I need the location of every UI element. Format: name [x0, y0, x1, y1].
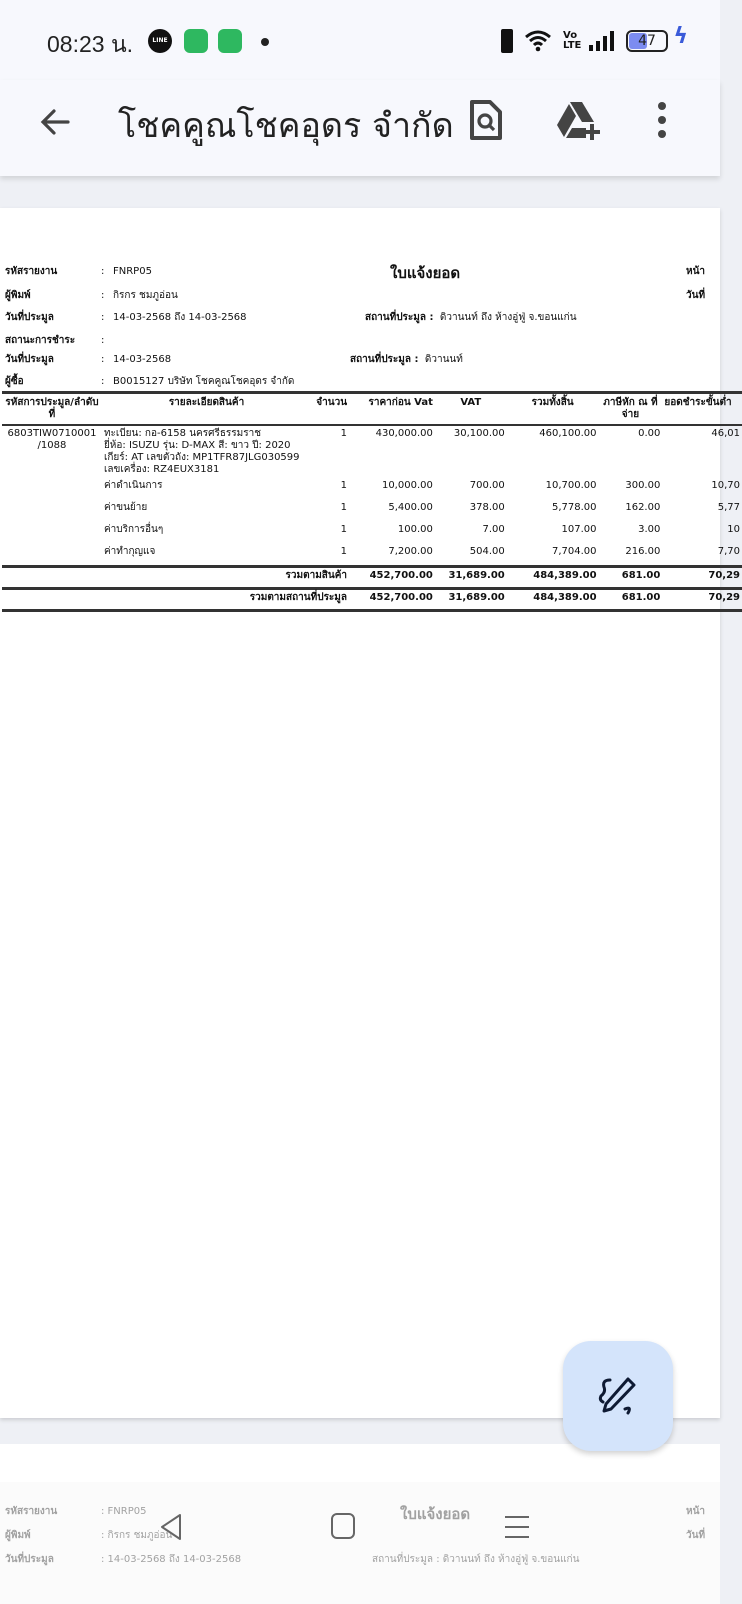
- fee-description: ค่าบริการอื่นๆ: [103, 524, 164, 535]
- vat: 7.00: [482, 524, 505, 535]
- quantity: 1: [340, 502, 348, 513]
- shopping-icon: [218, 29, 242, 53]
- pre-vat: 5,400.00: [388, 502, 433, 513]
- search-document-icon: [468, 98, 504, 142]
- signal-icon: [589, 31, 614, 51]
- system-nav-bar: [0, 1500, 720, 1604]
- battery-level: 47: [638, 33, 656, 49]
- messages-icon: [184, 29, 208, 53]
- battery-icon: [626, 24, 688, 52]
- add-to-drive-button[interactable]: [556, 98, 602, 142]
- min-payment: 10: [727, 524, 740, 535]
- total-by-item-row: [2, 566, 742, 588]
- withholding-tax: 3.00: [638, 524, 661, 535]
- col-quantity: จำนวน: [311, 393, 349, 426]
- date-label: วันที่: [686, 290, 706, 301]
- wifi-icon: [525, 30, 551, 52]
- field-auction-date-range: วันที่ประมูล : 14-03-2568 ถึง 14-03-2568: [5, 312, 247, 323]
- col-min-payment: ยอดชำระขั้นต่ำ: [662, 393, 742, 426]
- dot-icon: [261, 38, 269, 46]
- field-payment-status: สถานะการชำระ :: [5, 335, 105, 346]
- annotate-button[interactable]: [563, 1341, 673, 1451]
- vat: 31,689.00: [435, 566, 507, 588]
- total: 7,704.00: [552, 546, 597, 557]
- field-auction-date: วันที่ประมูล : 14-03-2568: [5, 354, 172, 365]
- withholding-tax: 0.00: [638, 428, 661, 439]
- withholding-tax: 216.00: [625, 546, 661, 557]
- min-payment: 5,77: [717, 502, 740, 513]
- total: 484,389.00: [507, 566, 599, 588]
- vat: 31,689.00: [435, 588, 507, 610]
- document-page: [0, 208, 740, 1418]
- min-payment: 46,01: [711, 428, 740, 439]
- field-buyer: ผู้ซื้อ : B0015127 บริษัท โชคคูณโชคอุดร จำกัด: [5, 376, 295, 387]
- edit-annotate-icon: [598, 1376, 638, 1416]
- vibrate-icon: [501, 29, 513, 53]
- col-withholding-tax: ภาษีหัก ณ ที่จ่าย: [599, 393, 663, 426]
- more-vert-icon: [650, 98, 674, 142]
- total-label: รวมตามสถานที่ประมูล: [2, 588, 349, 610]
- total: 107.00: [561, 524, 597, 535]
- table-row: [2, 425, 742, 478]
- status-time: 08:23 น.: [47, 31, 134, 57]
- fee-description: ค่าขนย้าย: [103, 502, 148, 513]
- app-bar: [0, 80, 720, 176]
- statement-table: [2, 391, 742, 612]
- status-icons: [501, 24, 688, 56]
- auction-code: 6803TIW0710001 /1088: [7, 428, 97, 451]
- page-label: หน้า: [686, 266, 706, 277]
- pre-vat: 452,700.00: [349, 588, 435, 610]
- pre-vat: 7,200.00: [388, 546, 433, 557]
- fee-description: ค่าดำเนินการ: [103, 480, 163, 491]
- total: 460,100.00: [539, 428, 597, 439]
- withholding-tax: 162.00: [625, 502, 661, 513]
- search-document-button[interactable]: [468, 98, 504, 142]
- pre-vat: 10,000.00: [381, 480, 433, 491]
- withholding-tax: 681.00: [599, 566, 663, 588]
- table-row: [2, 544, 742, 566]
- item-description: ทะเบียน: กอ-6158 นครศรีธรรมราช ยี่ห้อ: ISUZU รุ่น: D-MAX สี: ขาว ปี: 2020 เกียร์: AT เลขตัวถัง: MP1TFR87JLG030599 เลขเครื่อง: RZ4EUX3181: [103, 428, 300, 475]
- nav-home-button[interactable]: [330, 1512, 356, 1544]
- line-icon: LINE: [148, 29, 172, 53]
- min-payment: 7,70: [717, 546, 740, 557]
- status-bar: [0, 0, 720, 80]
- table-header: [2, 393, 742, 426]
- recents-nav-icon: [504, 1514, 530, 1540]
- table-row: [2, 522, 742, 544]
- withholding-tax: 300.00: [625, 480, 661, 491]
- min-payment: 70,29: [662, 588, 742, 610]
- table-row: [2, 500, 742, 522]
- pre-vat: 430,000.00: [375, 428, 433, 439]
- nav-back-button[interactable]: [158, 1512, 184, 1546]
- col-vat: VAT: [435, 393, 507, 426]
- vat: 378.00: [469, 502, 505, 513]
- report-title: ใบแจ้งยอด: [390, 264, 461, 282]
- field-printer: ผู้พิมพ์ : กิรกร ชมภูอ่อน: [5, 290, 178, 301]
- field-report-code: รหัสรายงาน : FNRP05: [5, 266, 152, 277]
- quantity: 1: [340, 524, 348, 535]
- location-range: สถานที่ประมูล : ดิวานนท์ ถึง ห้างอู่ฟู่ จ.ขอนแก่น: [365, 312, 577, 323]
- back-button[interactable]: [34, 100, 78, 144]
- home-nav-icon: [330, 1512, 356, 1540]
- total-label: รวมตามสินค้า: [2, 566, 349, 588]
- total: 5,778.00: [552, 502, 597, 513]
- pre-vat: 100.00: [397, 524, 433, 535]
- total: 484,389.00: [507, 588, 599, 610]
- volte-icon: Vo LTE: [563, 30, 582, 51]
- more-options-button[interactable]: [650, 98, 674, 142]
- min-payment: 10,70: [711, 480, 740, 491]
- col-description: รายละเอียดสินค้า: [102, 393, 311, 426]
- min-payment: 70,29: [662, 566, 742, 588]
- fee-description: ค่าทำกุญแจ: [103, 546, 156, 557]
- add-to-drive-icon: [556, 98, 602, 142]
- total: 10,700.00: [545, 480, 597, 491]
- quantity: 1: [340, 428, 348, 439]
- location: สถานที่ประมูล : ดิวานนท์: [350, 354, 463, 365]
- col-total: รวมทั้งสิ้น: [507, 393, 599, 426]
- table-row: [2, 478, 742, 500]
- quantity: 1: [340, 546, 348, 557]
- nav-recents-button[interactable]: [504, 1514, 530, 1544]
- pre-vat: 452,700.00: [349, 566, 435, 588]
- vat: 30,100.00: [453, 428, 505, 439]
- vat: 700.00: [469, 480, 505, 491]
- col-pre-vat: ราคาก่อน Vat: [349, 393, 435, 426]
- document-title: โชคคูณโชคอุดร จำกัด: [118, 106, 454, 146]
- charging-icon: ϟ: [673, 24, 688, 49]
- back-nav-icon: [158, 1512, 184, 1542]
- next-page-content: รหัสรายงาน : FNRP05 ผู้พิมพ์ : กิรกร ชมภูอ่อน วันที่ประมูล : 14-03-2568 ถึง 14-03-2568 ใบแจ้งยอด สถานที่ประมูล : ดิวานนท์ ถึง ห้างอู่ฟู่ จ.ขอนแก่น หน้า วันที่: [0, 1482, 720, 1604]
- quantity: 1: [340, 480, 348, 491]
- arrow-back-icon: [34, 100, 78, 144]
- col-auction-code: รหัสการประมูล/ลำดับที่: [2, 393, 102, 426]
- withholding-tax: 681.00: [599, 588, 663, 610]
- total-by-location-row: [2, 588, 742, 610]
- vat: 504.00: [469, 546, 505, 557]
